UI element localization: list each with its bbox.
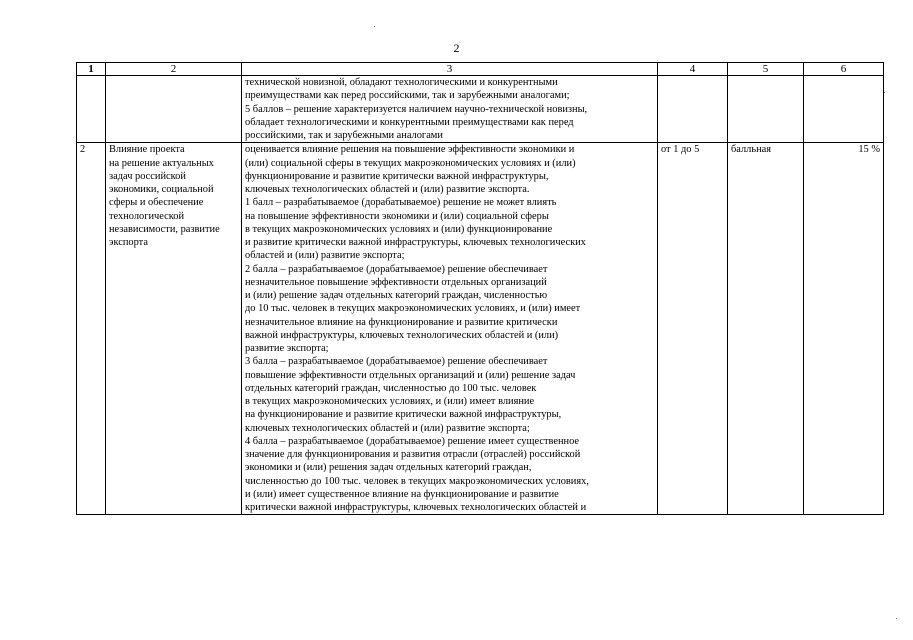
criterion-line: экспорта <box>109 237 148 248</box>
row-continued-criterion <box>106 76 242 143</box>
header-col-2: 2 <box>106 63 242 76</box>
criteria-table <box>76 62 884 515</box>
text-line: и развитие критически важной инфраструктуры, ключевых технологических <box>245 237 586 248</box>
row-continued-description <box>242 76 658 143</box>
row-2-criterion <box>106 143 242 515</box>
text-line: до 10 тыс. человек в текущих макроэкономических условиях, и (или) имеет <box>245 303 581 315</box>
text-line: в текущих макроэкономических условиях и (или) функционирование <box>245 223 553 235</box>
text-line: на функционирование и развитие критически важной инфраструктуры, <box>245 409 562 421</box>
header-col-4: 4 <box>658 63 728 76</box>
text-line: технической новизной, обладают технологическими и конкурентными <box>245 77 558 88</box>
text-line: критически важной инфраструктуры, ключевых технологических областей и <box>245 502 587 513</box>
row-continued-weight <box>804 76 884 143</box>
row-2-range: от 1 до 5 <box>658 143 728 515</box>
scan-speck <box>896 618 897 619</box>
text-line: оценивается влияние решения на повышение эффективности экономики и <box>245 144 575 156</box>
criterion-line: независимости, развитие <box>109 223 220 235</box>
text-line: функционирование и развитие критически важной инфраструктуры, <box>245 170 549 182</box>
text-line: важной инфраструктуры, ключевых технологических областей и (или) <box>245 329 559 341</box>
row-2-type: балльная <box>728 143 804 515</box>
row-2-weight: 15 % <box>804 143 884 515</box>
row-2-num: 2 <box>77 143 106 515</box>
table-row-2 <box>77 143 884 515</box>
text-line: развитие экспорта; <box>245 343 329 354</box>
text-line: ключевых технологических областей и (или) развитие экспорта; <box>245 422 530 434</box>
criterion-line: задач российской <box>109 170 186 182</box>
text-line: незначительное влияние на функционирование и развитие критически <box>245 316 558 328</box>
text-line: преимуществами как перед российскими, так и зарубежными аналогами; <box>245 90 570 102</box>
text-line: в текущих макроэкономических условиях, и (или) имеет влияние <box>245 396 535 407</box>
header-col-1: 1 <box>77 63 106 76</box>
text-line: 2 балла – разрабатываемое (дорабатываемое) решение обеспечивает <box>245 263 548 275</box>
text-line: 1 балл – разрабатываемое (дорабатываемое) решение не может влиять <box>245 197 557 209</box>
text-line: численностью до 100 тыс. человек в текущих макроэкономических условиях, <box>245 475 589 487</box>
header-col-6: 6 <box>804 63 884 76</box>
text-line: российскими, так и зарубежными аналогами <box>245 130 443 141</box>
row-continued-range <box>658 76 728 143</box>
criterion-line: технологической <box>109 210 185 222</box>
text-line: повышение эффективности отдельных организаций и (или) решение задач <box>245 369 576 381</box>
text-line: 3 балла – разрабатываемое (дорабатываемое) решение обеспечивает <box>245 356 548 368</box>
row-continued-num <box>77 76 106 143</box>
table-header-row <box>77 63 884 76</box>
text-line: на повышение эффективности экономики и (или) социальной сферы <box>245 210 549 222</box>
scan-speck <box>374 26 375 27</box>
text-line: отдельных категорий граждан, численностью до 100 тыс. человек <box>245 382 537 394</box>
header-col-3: 3 <box>242 63 658 76</box>
text-line: экономики и (или) решения задач отдельных категорий граждан, <box>245 462 532 474</box>
text-line: областей и (или) развитие экспорта; <box>245 250 405 262</box>
text-line: обладает технологическими и конкурентными преимуществами как перед <box>245 116 574 128</box>
page-number: 2 <box>453 41 460 55</box>
text-line: и (или) решение задач отдельных категорий граждан, численностью <box>245 290 548 301</box>
scan-speck <box>884 92 885 93</box>
header-col-5: 5 <box>728 63 804 76</box>
criterion-line: на решение актуальных <box>109 157 214 169</box>
criterion-line: сферы и обеспечение <box>109 197 204 209</box>
text-line: незначительное повышение эффективности отдельных организаций <box>245 276 547 288</box>
text-line: (или) социальной сферы в текущих макроэкономических условиях и (или) <box>245 157 576 169</box>
criterion-line: Влияние проекта <box>109 144 185 156</box>
text-line: 4 балла – разрабатываемое (дорабатываемое) решение имеет существенное <box>245 435 580 447</box>
criterion-line: экономики, социальной <box>109 184 214 195</box>
row-2-description <box>242 143 658 515</box>
text-line: и (или) имеет существенное влияние на функционирование и развитие <box>245 488 559 500</box>
text-line: ключевых технологических областей и (или) развитие экспорта. <box>245 184 530 195</box>
table-row-continued <box>77 76 884 143</box>
text-line: значение для функционирования и развития отрасли (отраслей) российской <box>245 449 581 460</box>
row-continued-type <box>728 76 804 143</box>
text-line: 5 баллов – решение характеризуется наличием научно-технической новизны, <box>245 103 588 115</box>
